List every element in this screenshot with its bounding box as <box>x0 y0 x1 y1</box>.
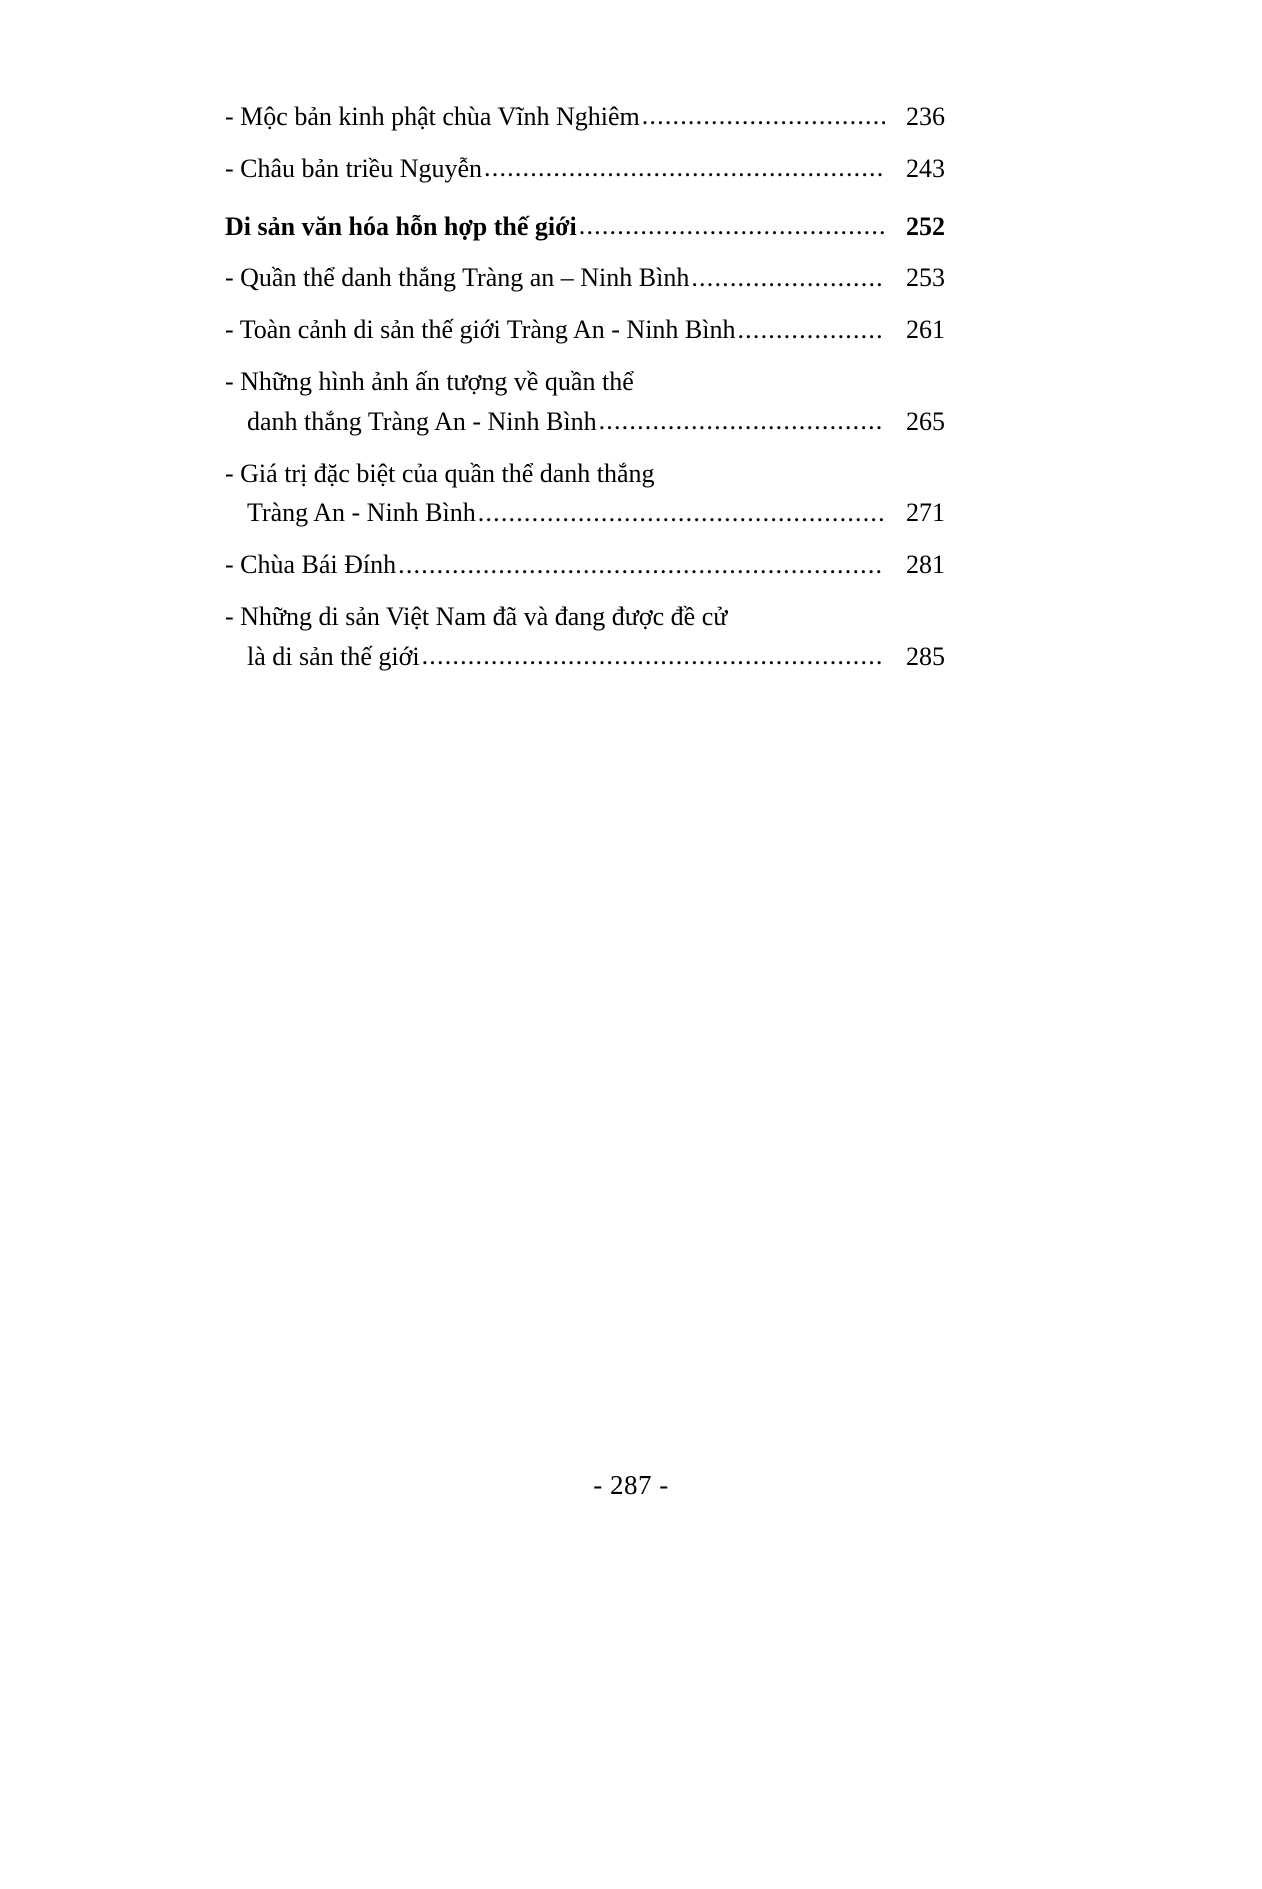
toc-entry-title: - Châu bản triều Nguyễn <box>225 153 483 183</box>
toc-entry-page: 253 <box>906 263 945 293</box>
toc-entry <box>225 457 945 531</box>
page-number: - 287 - <box>593 1470 669 1500</box>
toc-entry <box>225 365 945 439</box>
dot-leader <box>691 269 885 295</box>
dot-leader <box>642 108 885 134</box>
toc-entry-section-heading <box>225 210 945 244</box>
dot-leader <box>398 556 885 582</box>
toc-entry-title: - Những hình ảnh ấn tượng về quần thể <box>225 366 634 396</box>
toc-entry <box>225 100 945 134</box>
toc-entry-page: 252 <box>906 211 945 241</box>
table-of-contents <box>225 100 945 692</box>
toc-entry-page: 261 <box>906 315 945 345</box>
toc-entry-title: - Mộc bản kinh phật chùa Vĩnh Nghiêm <box>225 102 640 131</box>
toc-entry-title: - Quần thể danh thắng Tràng an – Ninh Bình <box>225 263 690 293</box>
toc-entry <box>225 261 945 295</box>
toc-entry-page: 285 <box>906 641 945 671</box>
dot-leader <box>422 648 885 674</box>
dot-leader <box>599 413 885 439</box>
toc-entry <box>225 313 945 347</box>
toc-entry-page: 243 <box>906 153 945 183</box>
toc-entry-title: Di sản văn hóa hỗn hợp thế giới <box>225 211 577 241</box>
toc-entry-title: - Toàn cảnh di sản thế giới Tràng An - Ninh Bình <box>225 315 736 345</box>
dot-leader <box>579 217 885 243</box>
toc-entry-page: 236 <box>906 102 945 131</box>
toc-entry-title: - Giá trị đặc biệt của quần thể danh thắng <box>225 458 655 488</box>
toc-entry-title-continued: danh thắng Tràng An - Ninh Bình <box>247 406 597 436</box>
toc-entry-page: 265 <box>906 406 945 436</box>
toc-entry-title: - Chùa Bái Đính <box>225 550 397 580</box>
toc-entry-title: - Những di sản Việt Nam đã và đang được đề cử <box>225 601 728 631</box>
toc-entry <box>225 548 945 582</box>
dot-leader <box>478 504 885 530</box>
toc-entry-page: 271 <box>906 498 945 528</box>
toc-entry-page: 281 <box>906 550 945 580</box>
dot-leader <box>484 160 885 186</box>
toc-entry <box>225 600 945 674</box>
toc-entry-title-continued: Tràng An - Ninh Bình <box>247 498 476 528</box>
toc-entry-title-continued: là di sản thế giới <box>247 641 420 671</box>
dot-leader <box>737 321 885 347</box>
toc-entry <box>225 152 945 186</box>
